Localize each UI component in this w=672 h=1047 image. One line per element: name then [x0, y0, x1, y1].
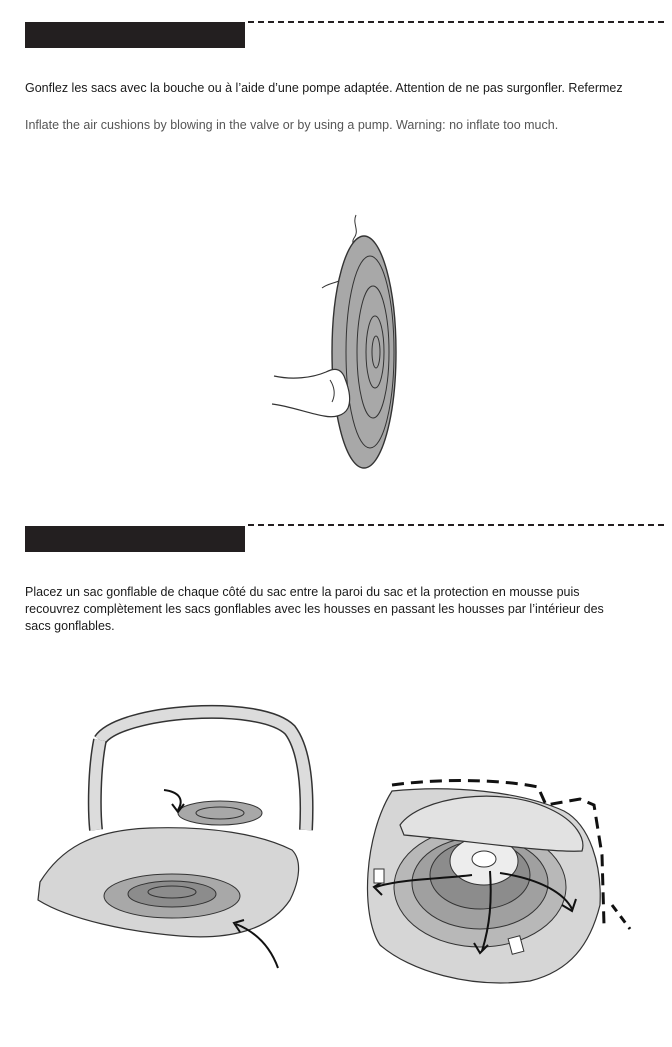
instruction-text-french-2: Placez un sac gonflable de chaque côté du sac entre la paroi du sac et la protection en mousse puis recouvrez complètement les sacs gonflables avec les housses en passant les housses par l’intérieur des sacs gonflables.	[25, 585, 604, 633]
section-divider-2	[248, 524, 664, 526]
section-divider-1	[248, 21, 664, 23]
instruction-text-english-1: Inflate the air cushions by blowing in the valve or by using a pump. Warning: no inflate too much.	[25, 118, 559, 132]
instruction-text-french-1: Gonflez les sacs avec la bouche ou à l’aide d’une pompe adaptée. Attention de ne pas surgonfler. Refermez	[25, 81, 623, 95]
cushion-placement-illustration	[30, 700, 330, 980]
cover-closeup-illustration	[350, 775, 640, 995]
inflating-cushion-illustration	[260, 210, 420, 480]
section-header-bar-2	[25, 526, 245, 552]
section-header-bar-1	[25, 22, 245, 48]
